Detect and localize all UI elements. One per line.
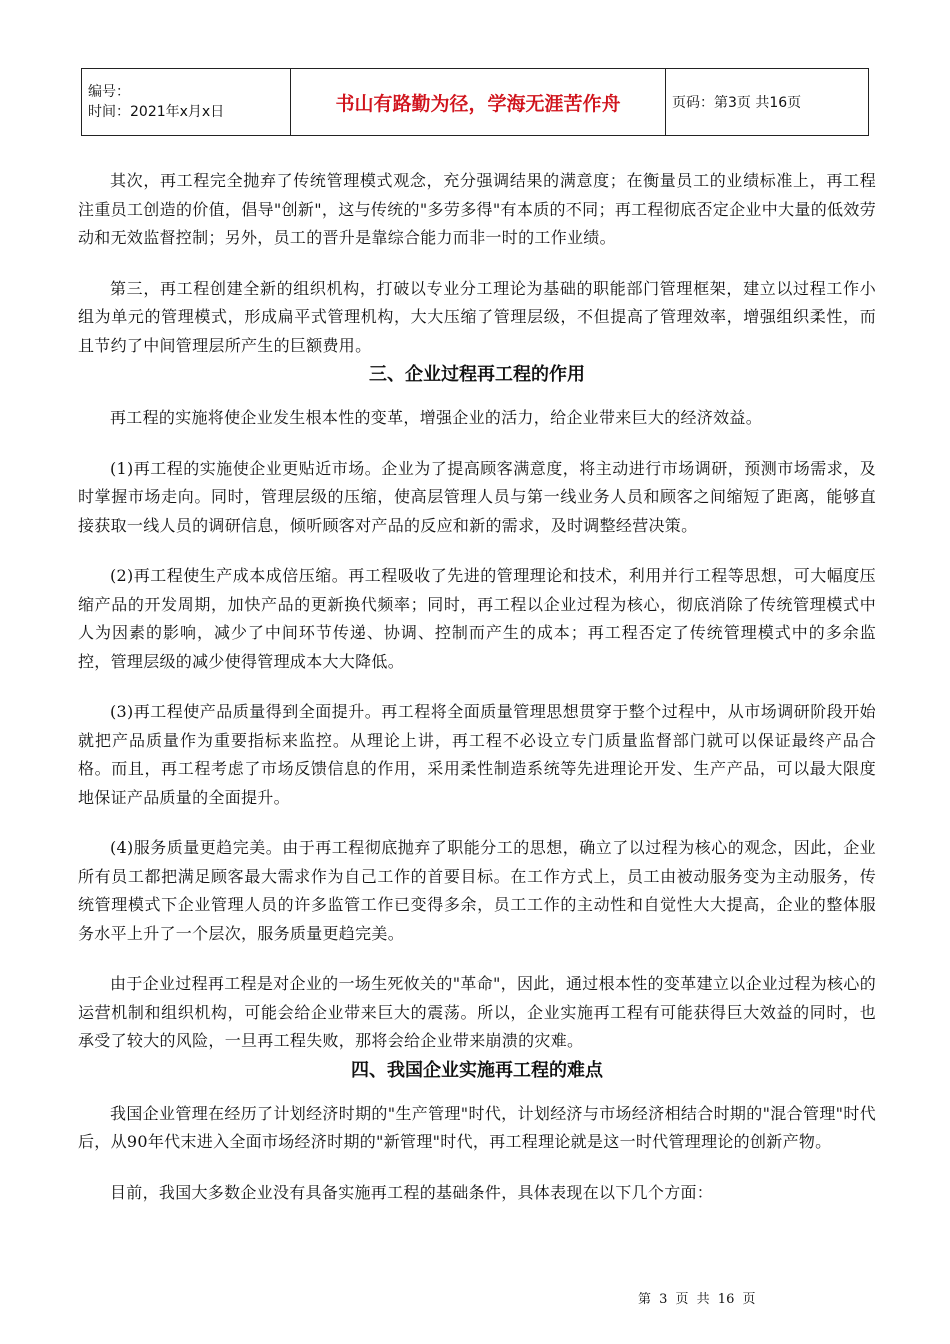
paragraph: 目前，我国大多数企业没有具备实施再工程的基础条件，具体表现在以下几个方面： (110, 1182, 714, 1202)
document-header (81, 68, 869, 136)
paragraph: 第三，再工程创建全新的组织机构，打破以专业分工理论为基础的职能部门管理框架，建立以过程工作小组为单元的管理模式，形成扁平式管理机构，大大压缩了管理层级，不但提高了管理效率，增强组织柔性，而且节约了中间管理层所产生的巨额费用。 (78, 278, 876, 355)
section-heading-4: 四、我国企业实施再工程的难点 (351, 1059, 603, 1081)
paragraph: (3)再工程使产品质量得到全面提升。再工程将全面质量管理思想贯穿于整个过程中，从市场调研阶段开始就把产品质量作为重要指标来监控。从理论上讲，再工程不必设立专门质量监督部门就可以保证最终产品合格。而且，再工程考虑了市场反馈信息的作用，采用柔性制造系统等先进理论开发、生产产品，可以最大限度地保证产品质量的全面提升。 (78, 702, 876, 807)
paragraph: 我国企业管理在经历了计划经济时期的"生产管理"时代，计划经济与市场经济相结合时期的"混合管理"时代后，从90年代末进入全面市场经济时期的"新管理"时代，再工程理论就是这一时代管理理论的创新产物。 (78, 1103, 876, 1151)
paragraph: (2)再工程使生产成本成倍压缩。再工程吸收了先进的管理理论和技术，利用并行工程等思想，可大幅度压缩产品的开发周期，加快产品的更新换代频率；同时，再工程以企业过程为核心，彻底消除了传统管理模式中人为因素的影响，减少了中间环节传递、协调、控制而产生的成本；再工程否定了传统管理模式中的多余监控，管理层级的减少使得管理成本大大降低。 (78, 566, 876, 671)
header-meta-cell (82, 69, 291, 136)
header-motto: 书山有路勤为径，学海无涯苦作舟 (291, 69, 666, 136)
page-footer: 第 3 页 共 16 页 (638, 1292, 756, 1307)
section-heading-3: 三、企业过程再工程的作用 (369, 364, 585, 385)
paragraph: (1)再工程的实施使企业更贴近市场。企业为了提高顾客满意度，将主动进行市场调研，预测市场需求，及时掌握市场走向。同时，管理层级的压缩，使高层管理人员与第一线业务人员和顾客之间缩短了距离，能够直接获取一线人员的调研信息，倾听顾客对产品的反应和新的需求，及时调整经营决策。 (78, 458, 876, 535)
document-date-label: 时间：2021年x月x日 (88, 104, 225, 120)
paragraph: (4)服务质量更趋完美。由于再工程彻底抛弃了职能分工的思想，确立了以过程为核心的观念，因此，企业所有员工都把满足顾客最大需求作为自己工作的首要目标。在工作方式上，员工由被动服务变为主动服务，传统管理模式下企业管理人员的许多监管工作已变得多余，员工工作的主动性和自觉性大大提高，企业的整体服务水平上升了一个层次，服务质量更趋完美。 (78, 838, 876, 943)
document-body (78, 167, 876, 1207)
paragraph: 由于企业过程再工程是对企业的一场生死攸关的"革命"，因此，通过根本性的变革建立以企业过程为核心的运营机制和组织机构，可能会给企业带来巨大的震荡。所以，企业实施再工程有可能获得巨大效益的同时，也承受了较大的风险，一旦再工程失败，那将会给企业带来崩溃的灾难。 (78, 974, 876, 1050)
paragraph: 其次，再工程完全抛弃了传统管理模式观念，充分强调结果的满意度；在衡量员工的业绩标准上，再工程注重员工创造的价值，倡导"创新"，这与传统的"多劳多得"有本质的不同；再工程彻底否定企业中大量的低效劳动和无效监督控制；另外，员工的晋升是靠综合能力而非一时的工作业绩。 (78, 171, 876, 247)
paragraph: 再工程的实施将使企业发生根本性的变革，增强企业的活力，给企业带来巨大的经济效益。 (110, 408, 763, 427)
header-page-label: 页码：第3页 共16页 (666, 69, 869, 136)
document-number-label: 编号： (88, 84, 130, 100)
